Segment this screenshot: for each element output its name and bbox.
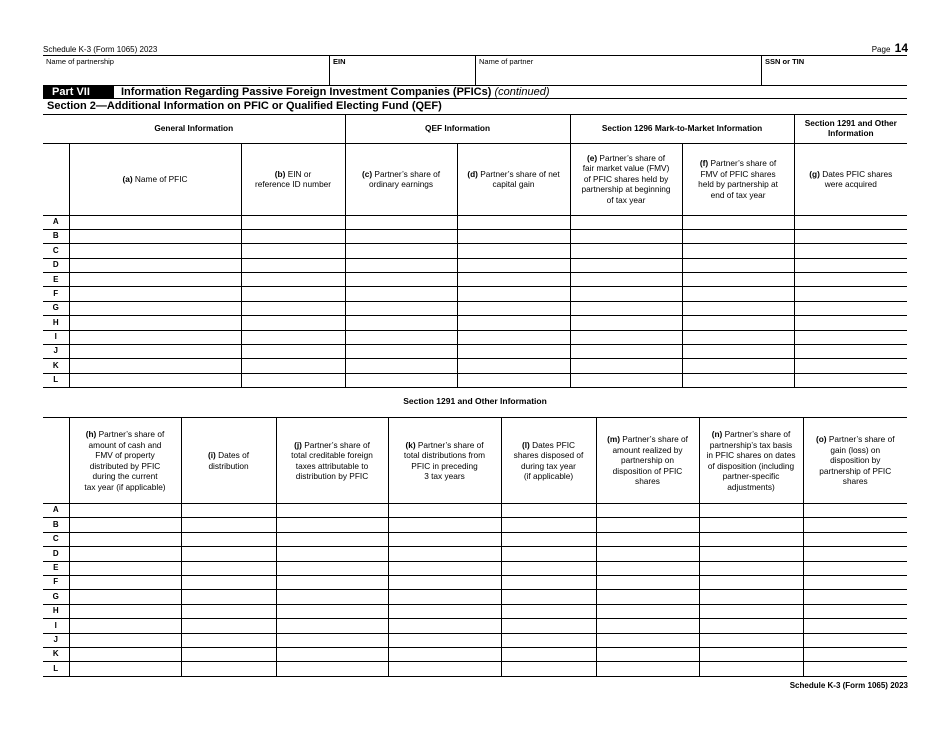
- section-1291-row: [43, 575, 907, 589]
- section-1291-cell-l[interactable]: [501, 504, 596, 518]
- section-1291-cell-j[interactable]: [276, 561, 388, 575]
- section-1291-cell-k[interactable]: [388, 532, 501, 546]
- section-1291-row: [43, 604, 907, 618]
- pfic-cell-c[interactable]: [345, 359, 457, 373]
- pfic-cell-d[interactable]: [457, 244, 570, 258]
- pfic-cell-d[interactable]: [457, 345, 570, 359]
- group-mark-to-market-information: Section 1296 Mark-to-Market Information: [570, 114, 794, 143]
- section-1291-cell-j[interactable]: [276, 518, 388, 532]
- section-1291-cell-k[interactable]: [388, 619, 501, 633]
- section-1291-cell-m[interactable]: [596, 633, 699, 647]
- pfic-general-rows: [43, 215, 907, 388]
- col-g-header: (g) Dates PFIC shares were acquired: [794, 143, 907, 215]
- row-label-header: [43, 143, 69, 215]
- pfic-cell-f[interactable]: [682, 373, 794, 387]
- row-label: J: [43, 633, 69, 647]
- section-1291-cell-n[interactable]: [699, 647, 803, 661]
- pfic-cell-b[interactable]: [241, 273, 345, 287]
- section-1291-row: [43, 662, 907, 676]
- section-1291-cell-j[interactable]: [276, 532, 388, 546]
- section-1291-cell-h[interactable]: [69, 504, 181, 518]
- col-m-header: (m) Partner’s share of amount realized by partnership on disposition of PFIC shares: [596, 418, 699, 504]
- pfic-row: [43, 316, 907, 330]
- section-1291-cell-i[interactable]: [181, 518, 276, 532]
- pfic-cell-b[interactable]: [241, 229, 345, 243]
- section-1291-cell-o[interactable]: [803, 518, 907, 532]
- row-label: C: [43, 532, 69, 546]
- pfic-cell-b[interactable]: [241, 373, 345, 387]
- pfic-cell-c[interactable]: [345, 229, 457, 243]
- row-label: B: [43, 229, 69, 243]
- pfic-row: [43, 359, 907, 373]
- pfic-cell-e[interactable]: [570, 215, 682, 229]
- section-1291-cell-i[interactable]: [181, 662, 276, 676]
- section-title: Section 2—Additional Information on PFIC or Qualified Electing Fund (QEF): [47, 100, 442, 112]
- section-1291-cell-i[interactable]: [181, 604, 276, 618]
- pfic-cell-f[interactable]: [682, 273, 794, 287]
- section-1291-cell-j[interactable]: [276, 504, 388, 518]
- section-1291-cell-n[interactable]: [699, 547, 803, 561]
- pfic-cell-b[interactable]: [241, 316, 345, 330]
- row-label: E: [43, 273, 69, 287]
- row-label-header-2: [43, 418, 69, 504]
- section-1291-cell-k[interactable]: [388, 662, 501, 676]
- pfic-row: [43, 273, 907, 287]
- part-label: Part VII: [43, 86, 114, 99]
- section-1291-cell-l[interactable]: [501, 633, 596, 647]
- row-label: D: [43, 547, 69, 561]
- section-1291-cell-k[interactable]: [388, 547, 501, 561]
- col-d-header: (d) Partner’s share of net capital gain: [457, 143, 570, 215]
- pfic-cell-g[interactable]: [794, 215, 907, 229]
- section-1291-cell-o[interactable]: [803, 604, 907, 618]
- pfic-cell-b[interactable]: [241, 287, 345, 301]
- partner-name-field[interactable]: [475, 55, 761, 86]
- col-l-header: (l) Dates PFIC shares disposed of during tax year (if applicable): [501, 418, 596, 504]
- row-label: I: [43, 619, 69, 633]
- pfic-cell-e[interactable]: [570, 359, 682, 373]
- section-1291-cell-h[interactable]: [69, 590, 181, 604]
- section-1291-row: [43, 518, 907, 532]
- section-1291-rows: [43, 504, 907, 677]
- section-1291-cell-h[interactable]: [69, 662, 181, 676]
- section-1291-cell-i[interactable]: [181, 561, 276, 575]
- section-1291-cell-h[interactable]: [69, 532, 181, 546]
- pfic-cell-d[interactable]: [457, 373, 570, 387]
- pfic-cell-a[interactable]: [69, 287, 241, 301]
- pfic-cell-a[interactable]: [69, 258, 241, 272]
- pfic-cell-f[interactable]: [682, 301, 794, 315]
- pfic-cell-c[interactable]: [345, 258, 457, 272]
- section-1291-cell-o[interactable]: [803, 575, 907, 589]
- page-label: Page: [871, 45, 891, 54]
- pfic-cell-b[interactable]: [241, 244, 345, 258]
- section-1291-cell-h[interactable]: [69, 561, 181, 575]
- pfic-cell-c[interactable]: [345, 287, 457, 301]
- pfic-cell-e[interactable]: [570, 301, 682, 315]
- section-1291-cell-o[interactable]: [803, 647, 907, 661]
- pfic-cell-b[interactable]: [241, 359, 345, 373]
- part-continued: (continued): [494, 86, 550, 98]
- section-1291-cell-i[interactable]: [181, 575, 276, 589]
- pfic-row: [43, 244, 907, 258]
- section-1291-cell-m[interactable]: [596, 561, 699, 575]
- section-1291-cell-l[interactable]: [501, 532, 596, 546]
- col-n-header: (n) Partner’s share of partnership’s tax basis in PFIC shares on dates of disposition (including partner-specific adjustments): [699, 418, 803, 504]
- row-label: B: [43, 518, 69, 532]
- pfic-cell-e[interactable]: [570, 287, 682, 301]
- pfic-cell-g[interactable]: [794, 244, 907, 258]
- ein-label: EIN: [333, 57, 346, 66]
- section-1291-cell-m[interactable]: [596, 504, 699, 518]
- row-label: D: [43, 258, 69, 272]
- col-h-header: (h) Partner’s share of amount of cash and FMV of property distributed by PFIC during the current tax year (if applicable): [69, 418, 181, 504]
- row-label: F: [43, 575, 69, 589]
- part-header: [43, 86, 907, 99]
- section-1291-cell-l[interactable]: [501, 662, 596, 676]
- col-a-header: (a) Name of PFIC: [69, 143, 241, 215]
- pfic-cell-c[interactable]: [345, 373, 457, 387]
- pfic-cell-b[interactable]: [241, 330, 345, 344]
- ssn-tin-field[interactable]: [761, 55, 907, 86]
- pfic-cell-a[interactable]: [69, 345, 241, 359]
- pfic-cell-c[interactable]: [345, 215, 457, 229]
- row-label: G: [43, 301, 69, 315]
- partnership-name-label: Name of partnership: [46, 57, 114, 66]
- section-1291-row: [43, 547, 907, 561]
- section-1291-cell-k[interactable]: [388, 604, 501, 618]
- section-1291-cell-o[interactable]: [803, 504, 907, 518]
- pfic-cell-g[interactable]: [794, 287, 907, 301]
- pfic-cell-a[interactable]: [69, 215, 241, 229]
- section-1291-cell-h[interactable]: [69, 647, 181, 661]
- page-number: 14: [894, 41, 908, 55]
- section-1291-cell-h[interactable]: [69, 518, 181, 532]
- section-1291-cell-j[interactable]: [276, 662, 388, 676]
- col-k-header: (k) Partner’s share of total distributions from PFIC in preceding 3 tax years: [388, 418, 501, 504]
- pfic-cell-e[interactable]: [570, 273, 682, 287]
- col-e-header: (e) Partner’s share of fair market value (FMV) of PFIC shares held by partnership at beginning of tax year: [570, 143, 682, 215]
- pfic-row: [43, 345, 907, 359]
- section-1291-cell-l[interactable]: [501, 575, 596, 589]
- section-1291-cell-m[interactable]: [596, 604, 699, 618]
- section-1291-cell-o[interactable]: [803, 532, 907, 546]
- pfic-general-table: [43, 114, 907, 388]
- pfic-cell-b[interactable]: [241, 345, 345, 359]
- section-1291-cell-o[interactable]: [803, 619, 907, 633]
- section-1291-cell-o[interactable]: [803, 547, 907, 561]
- pfic-cell-f[interactable]: [682, 229, 794, 243]
- row-label: A: [43, 215, 69, 229]
- pfic-cell-c[interactable]: [345, 301, 457, 315]
- pfic-cell-g[interactable]: [794, 258, 907, 272]
- section-1291-row: [43, 532, 907, 546]
- pfic-cell-d[interactable]: [457, 330, 570, 344]
- pfic-cell-c[interactable]: [345, 244, 457, 258]
- section-1291-cell-j[interactable]: [276, 647, 388, 661]
- row-label: I: [43, 330, 69, 344]
- section-1291-cell-i[interactable]: [181, 633, 276, 647]
- section-1291-cell-m[interactable]: [596, 590, 699, 604]
- pfic-cell-a[interactable]: [69, 273, 241, 287]
- pfic-cell-f[interactable]: [682, 287, 794, 301]
- section-1291-cell-o[interactable]: [803, 662, 907, 676]
- section-1291-row: [43, 590, 907, 604]
- section-1291-cell-k[interactable]: [388, 647, 501, 661]
- row-label: H: [43, 604, 69, 618]
- row-label: J: [43, 345, 69, 359]
- col-b-header: (b) EIN or reference ID number: [241, 143, 345, 215]
- section-1291-cell-j[interactable]: [276, 633, 388, 647]
- section-1291-cell-n[interactable]: [699, 504, 803, 518]
- pfic-cell-g[interactable]: [794, 316, 907, 330]
- pfic-cell-a[interactable]: [69, 316, 241, 330]
- col-o-header: (o) Partner’s share of gain (loss) on disposition by partnership of PFIC shares: [803, 418, 907, 504]
- pfic-cell-d[interactable]: [457, 273, 570, 287]
- section-1291-cell-k[interactable]: [388, 633, 501, 647]
- ein-field[interactable]: [329, 55, 475, 86]
- section-1291-header-row: [43, 418, 907, 504]
- pfic-cell-a[interactable]: [69, 373, 241, 387]
- pfic-row: [43, 258, 907, 272]
- section-1291-cell-j[interactable]: [276, 604, 388, 618]
- pfic-cell-g[interactable]: [794, 301, 907, 315]
- section-1291-cell-h[interactable]: [69, 604, 181, 618]
- section-1291-cell-l[interactable]: [501, 518, 596, 532]
- pfic-cell-d[interactable]: [457, 316, 570, 330]
- section-1291-cell-i[interactable]: [181, 532, 276, 546]
- pfic-cell-d[interactable]: [457, 215, 570, 229]
- group-qef-information: QEF Information: [345, 114, 570, 143]
- row-label: A: [43, 504, 69, 518]
- pfic-cell-e[interactable]: [570, 345, 682, 359]
- row-label: G: [43, 590, 69, 604]
- section-1291-table-title: Section 1291 and Other Information: [403, 396, 547, 406]
- row-label: F: [43, 287, 69, 301]
- section-1291-cell-k[interactable]: [388, 561, 501, 575]
- section-1291-cell-m[interactable]: [596, 662, 699, 676]
- row-label: E: [43, 561, 69, 575]
- section-1291-cell-l[interactable]: [501, 604, 596, 618]
- pfic-cell-d[interactable]: [457, 301, 570, 315]
- pfic-cell-f[interactable]: [682, 359, 794, 373]
- section-1291-cell-j[interactable]: [276, 590, 388, 604]
- section-1291-cell-l[interactable]: [501, 619, 596, 633]
- page-indicator: [872, 41, 908, 55]
- pfic-cell-d[interactable]: [457, 359, 570, 373]
- pfic-cell-b[interactable]: [241, 301, 345, 315]
- section-1291-row: [43, 619, 907, 633]
- pfic-cell-f[interactable]: [682, 345, 794, 359]
- section-1291-cell-l[interactable]: [501, 647, 596, 661]
- pfic-cell-a[interactable]: [69, 244, 241, 258]
- section-1291-cell-n[interactable]: [699, 633, 803, 647]
- section-1291-cell-n[interactable]: [699, 604, 803, 618]
- section-1291-row: [43, 504, 907, 518]
- col-j-header: (j) Partner’s share of total creditable foreign taxes attributable to distribution by PFIC: [276, 418, 388, 504]
- section-1291-cell-l[interactable]: [501, 547, 596, 561]
- section-1291-cell-o[interactable]: [803, 590, 907, 604]
- pfic-cell-c[interactable]: [345, 345, 457, 359]
- section-1291-cell-m[interactable]: [596, 532, 699, 546]
- section-1291-cell-m[interactable]: [596, 619, 699, 633]
- pfic-cell-b[interactable]: [241, 258, 345, 272]
- section-1291-cell-k[interactable]: [388, 590, 501, 604]
- pfic-cell-g[interactable]: [794, 373, 907, 387]
- section-1291-cell-o[interactable]: [803, 561, 907, 575]
- pfic-cell-a[interactable]: [69, 330, 241, 344]
- pfic-cell-f[interactable]: [682, 215, 794, 229]
- pfic-cell-e[interactable]: [570, 316, 682, 330]
- group-general-information: General Information: [43, 114, 345, 143]
- pfic-cell-g[interactable]: [794, 330, 907, 344]
- row-label: C: [43, 244, 69, 258]
- pfic-cell-e[interactable]: [570, 229, 682, 243]
- pfic-row: [43, 215, 907, 229]
- part-title-text: Information Regarding Passive Foreign Investment Companies (PFICs): [121, 86, 492, 98]
- pfic-cell-f[interactable]: [682, 258, 794, 272]
- section-1291-cell-h[interactable]: [69, 619, 181, 633]
- row-label: L: [43, 662, 69, 676]
- part-title: [121, 86, 550, 99]
- partner-name-label: Name of partner: [479, 57, 534, 66]
- section-1291-row: [43, 647, 907, 661]
- pfic-cell-g[interactable]: [794, 345, 907, 359]
- form-name-header: Schedule K-3 (Form 1065) 2023: [43, 45, 158, 54]
- section-1291-cell-n[interactable]: [699, 662, 803, 676]
- section-1291-cell-k[interactable]: [388, 518, 501, 532]
- pfic-cell-d[interactable]: [457, 229, 570, 243]
- section-1291-cell-m[interactable]: [596, 518, 699, 532]
- section-1291-cell-l[interactable]: [501, 590, 596, 604]
- pfic-cell-f[interactable]: [682, 330, 794, 344]
- section-1291-cell-h[interactable]: [69, 575, 181, 589]
- col-c-header: (c) Partner’s share of ordinary earnings: [345, 143, 457, 215]
- section-1291-cell-k[interactable]: [388, 575, 501, 589]
- section-1291-cell-m[interactable]: [596, 547, 699, 561]
- pfic-row: [43, 287, 907, 301]
- group-section-1291-other: Section 1291 and Other Information: [794, 114, 907, 143]
- section-1291-cell-n[interactable]: [699, 575, 803, 589]
- row-label: K: [43, 359, 69, 373]
- pfic-cell-a[interactable]: [69, 359, 241, 373]
- section-1291-cell-i[interactable]: [181, 619, 276, 633]
- section-1291-cell-j[interactable]: [276, 575, 388, 589]
- pfic-cell-f[interactable]: [682, 244, 794, 258]
- section-1291-cell-i[interactable]: [181, 590, 276, 604]
- section-1291-cell-k[interactable]: [388, 504, 501, 518]
- pfic-cell-d[interactable]: [457, 287, 570, 301]
- section-1291-cell-n[interactable]: [699, 590, 803, 604]
- section-1291-cell-h[interactable]: [69, 547, 181, 561]
- section-1291-cell-i[interactable]: [181, 504, 276, 518]
- pfic-row: [43, 373, 907, 387]
- pfic-cell-e[interactable]: [570, 258, 682, 272]
- pfic-cell-c[interactable]: [345, 273, 457, 287]
- row-label: L: [43, 373, 69, 387]
- pfic-cell-e[interactable]: [570, 330, 682, 344]
- pfic-cell-e[interactable]: [570, 244, 682, 258]
- pfic-cell-f[interactable]: [682, 316, 794, 330]
- section-1291-row: [43, 561, 907, 575]
- section-1291-cell-h[interactable]: [69, 633, 181, 647]
- ssn-tin-label: SSN or TIN: [765, 57, 805, 66]
- pfic-cell-e[interactable]: [570, 373, 682, 387]
- pfic-cell-c[interactable]: [345, 316, 457, 330]
- pfic-cell-a[interactable]: [69, 229, 241, 243]
- pfic-row: [43, 229, 907, 243]
- section-1291-cell-j[interactable]: [276, 547, 388, 561]
- row-label: H: [43, 316, 69, 330]
- group-header-row: [43, 114, 907, 143]
- section-1291-cell-n[interactable]: [699, 561, 803, 575]
- section-1291-cell-m[interactable]: [596, 647, 699, 661]
- column-header-row: [43, 143, 907, 215]
- pfic-cell-b[interactable]: [241, 215, 345, 229]
- pfic-cell-a[interactable]: [69, 301, 241, 315]
- section-1291-cell-m[interactable]: [596, 575, 699, 589]
- col-f-header: (f) Partner’s share of FMV of PFIC shares held by partnership at end of tax year: [682, 143, 794, 215]
- section-1291-cell-i[interactable]: [181, 647, 276, 661]
- pfic-row: [43, 301, 907, 315]
- pfic-cell-g[interactable]: [794, 359, 907, 373]
- pfic-cell-d[interactable]: [457, 258, 570, 272]
- section-1291-cell-n[interactable]: [699, 619, 803, 633]
- pfic-cell-g[interactable]: [794, 229, 907, 243]
- section-1291-cell-l[interactable]: [501, 561, 596, 575]
- row-label: K: [43, 647, 69, 661]
- section-1291-cell-n[interactable]: [699, 532, 803, 546]
- pfic-cell-g[interactable]: [794, 273, 907, 287]
- col-i-header: (i) Dates of distribution: [181, 418, 276, 504]
- section-1291-cell-o[interactable]: [803, 633, 907, 647]
- section-1291-row: [43, 633, 907, 647]
- identification-row: [43, 55, 907, 86]
- pfic-row: [43, 330, 907, 344]
- form-name-footer: Schedule K-3 (Form 1065) 2023: [789, 681, 908, 690]
- section-1291-cell-i[interactable]: [181, 547, 276, 561]
- pfic-cell-c[interactable]: [345, 330, 457, 344]
- partnership-name-field[interactable]: [43, 55, 329, 86]
- section-1291-table: [43, 417, 907, 677]
- section-1291-cell-j[interactable]: [276, 619, 388, 633]
- section-1291-cell-n[interactable]: [699, 518, 803, 532]
